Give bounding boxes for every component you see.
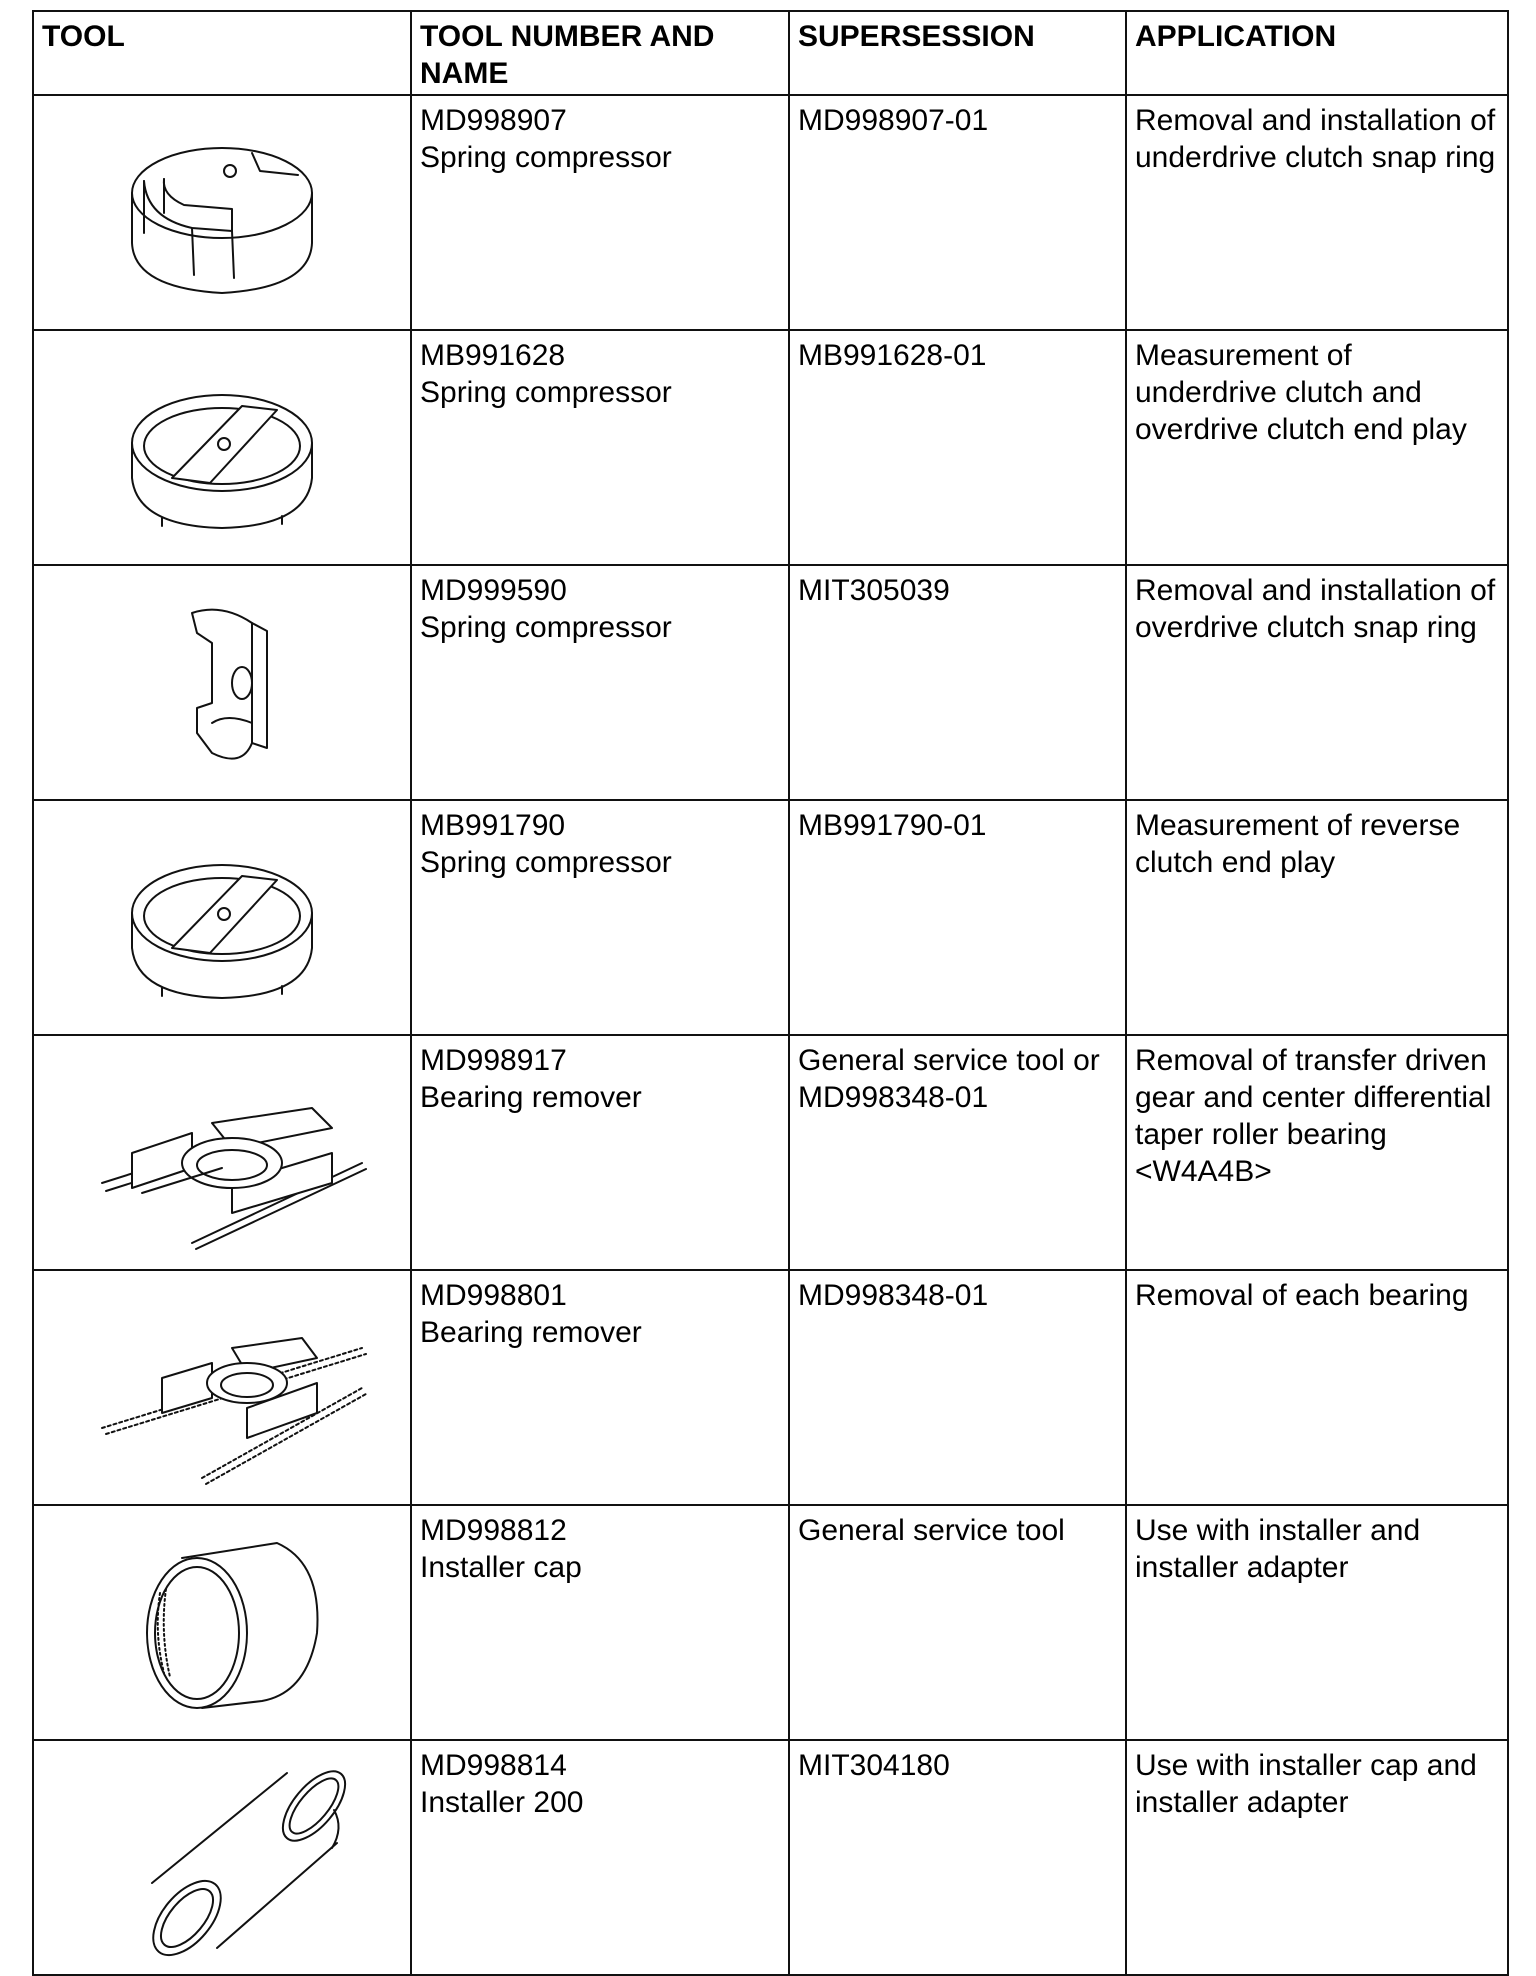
tool-number: MD998812: [420, 1514, 567, 1547]
tool-name: Installer cap: [420, 1551, 582, 1584]
header-application: APPLICATION: [1126, 11, 1508, 95]
tool-number: MD998907: [420, 104, 567, 137]
application-cell: Removal and installation of overdrive clutch snap ring: [1126, 565, 1508, 800]
table-row: [33, 1740, 1508, 1975]
tool-number-name-cell: [411, 800, 789, 1035]
table-row: [33, 800, 1508, 1035]
spring-compressor-ring-icon: [102, 818, 342, 1018]
tool-illustration-cell: [33, 1035, 411, 1270]
application-cell: Measurement of reverse clutch end play: [1126, 800, 1508, 1035]
tool-illustration-cell: [33, 1505, 411, 1740]
special-tools-table: [32, 10, 1509, 1976]
tool-number: MD998801: [420, 1279, 567, 1312]
bearing-remover-icon: [62, 1053, 382, 1253]
supersession-cell: MIT305039: [789, 565, 1126, 800]
table-row: [33, 95, 1508, 330]
table-row: [33, 1035, 1508, 1270]
supersession-cell: MB991790-01: [789, 800, 1126, 1035]
tool-name: Spring compressor: [420, 611, 672, 644]
tool-number-name-cell: [411, 565, 789, 800]
tool-name: Bearing remover: [420, 1316, 642, 1349]
tool-number-name-cell: [411, 1505, 789, 1740]
header-tool: TOOL: [33, 11, 411, 95]
tool-number-name-cell: [411, 330, 789, 565]
application-cell: Use with installer cap and installer adapter: [1126, 1740, 1508, 1975]
table-row: [33, 330, 1508, 565]
tool-illustration-cell: [33, 330, 411, 565]
installer-tube-icon: [92, 1748, 352, 1968]
application-cell: Removal of each bearing: [1126, 1270, 1508, 1505]
tool-illustration-cell: [33, 1270, 411, 1505]
application-cell: Removal and installation of underdrive clutch snap ring: [1126, 95, 1508, 330]
tool-name: Spring compressor: [420, 846, 672, 879]
table-row: [33, 565, 1508, 800]
supersession-cell: General service tool: [789, 1505, 1126, 1740]
installer-cap-icon: [102, 1523, 342, 1723]
tool-number: MD998917: [420, 1044, 567, 1077]
supersession-cell: MD998348-01: [789, 1270, 1126, 1505]
tool-number: MB991628: [420, 339, 566, 372]
tool-illustration-cell: [33, 565, 411, 800]
tool-illustration-cell: [33, 1740, 411, 1975]
tool-number: MD998814: [420, 1749, 567, 1782]
application-cell: Use with installer and installer adapter: [1126, 1505, 1508, 1740]
supersession-cell: MIT304180: [789, 1740, 1126, 1975]
tool-name: Spring compressor: [420, 141, 672, 174]
tool-name: Spring compressor: [420, 376, 672, 409]
table-row: [33, 1270, 1508, 1505]
supersession-cell: MD998907-01: [789, 95, 1126, 330]
application-cell: Measurement of underdrive clutch and overdrive clutch end play: [1126, 330, 1508, 565]
spring-compressor-bracket-icon: [102, 583, 342, 783]
supersession-cell: General service tool or MD998348-01: [789, 1035, 1126, 1270]
tool-number-name-cell: [411, 95, 789, 330]
tool-name: Installer 200: [420, 1786, 584, 1819]
tool-number: MD999590: [420, 574, 567, 607]
tool-illustration-cell: [33, 800, 411, 1035]
spring-compressor-cutout-icon: [102, 113, 342, 313]
bearing-remover-threaded-icon: [62, 1288, 382, 1488]
tool-number-name-cell: [411, 1740, 789, 1975]
application-cell: Removal of transfer driven gear and center differential taper roller bearing <W4A4B>: [1126, 1035, 1508, 1270]
supersession-cell: MB991628-01: [789, 330, 1126, 565]
tool-number-name-cell: [411, 1270, 789, 1505]
tool-illustration-cell: [33, 95, 411, 330]
tool-number-name-cell: [411, 1035, 789, 1270]
header-row: [33, 11, 1508, 95]
header-tool-number-and-name: TOOL NUMBER AND NAME: [411, 11, 789, 95]
tool-number: MB991790: [420, 809, 566, 842]
spring-compressor-ring-icon: [102, 348, 342, 548]
table-row: [33, 1505, 1508, 1740]
tool-name: Bearing remover: [420, 1081, 642, 1114]
header-supersession: SUPERSESSION: [789, 11, 1126, 95]
